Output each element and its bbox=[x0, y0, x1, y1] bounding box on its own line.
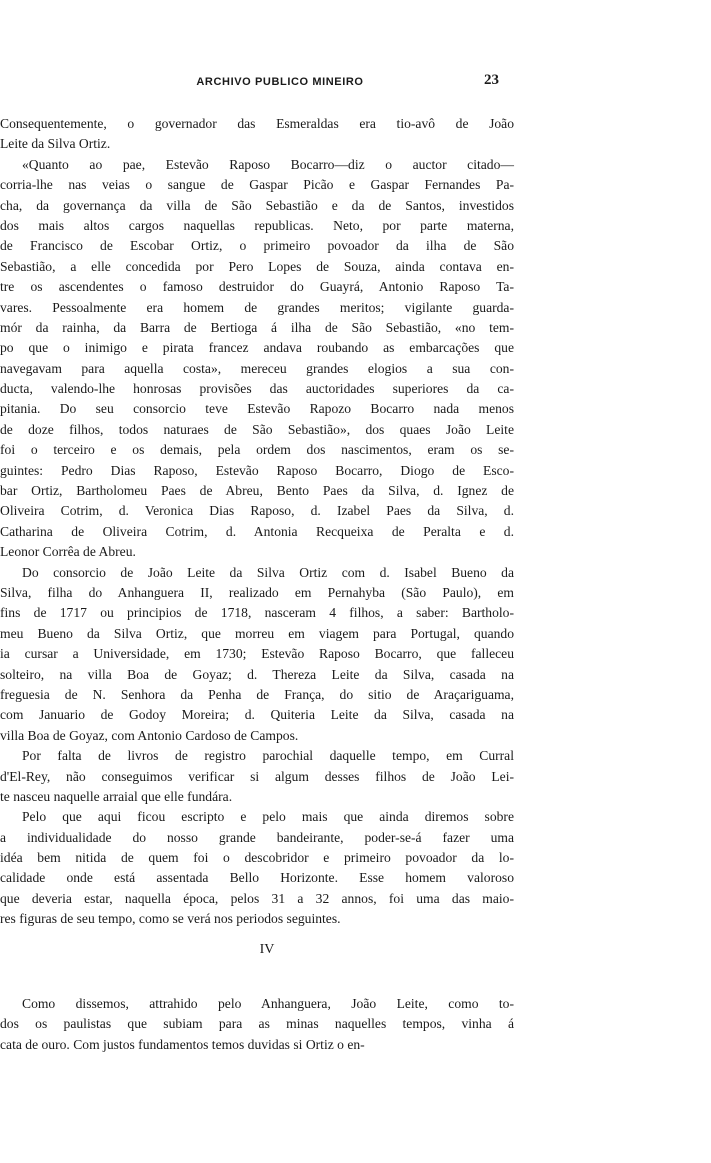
text-line: freguesia de N. Senhora da Penha de França, do sitio de Araçariguama, bbox=[0, 686, 514, 702]
body-paragraph bbox=[0, 155, 514, 563]
text-line: villa Boa de Goyaz, com Antonio Cardoso de Campos. bbox=[0, 727, 299, 743]
text-line: calidade onde está assentada Bello Horizonte. Esse homem valoroso bbox=[0, 870, 514, 886]
text-line: bar Ortiz, Bartholomeu Paes de Abreu, Bento Paes da Silva, d. Ignez de bbox=[0, 483, 514, 499]
text-line: tre os ascendentes o famoso destruidor do Guayrá, Antonio Raposo Ta- bbox=[0, 279, 514, 295]
body-paragraph bbox=[0, 563, 514, 747]
text-line: navegavam para aquella costa», mereceu grandes elogios a sua con- bbox=[0, 360, 514, 376]
text-line: d'El-Rey, não conseguimos verificar si algum desses filhos de João Lei- bbox=[0, 768, 514, 784]
text-line: Catharina de Oliveira Cotrim, d. Antonia Recqueixa de Peralta e d. bbox=[0, 523, 514, 539]
text-line: de doze filhos, todos naturaes de São Sebastião», dos quaes João Leite bbox=[0, 421, 514, 437]
text-line: fins de 1717 ou principios de 1718, nasceram 4 filhos, a saber: Bartholo- bbox=[0, 605, 514, 621]
text-line: Oliveira Cotrim, d. Veronica Dias Raposo, d. Izabel Paes da Silva, d. bbox=[0, 503, 514, 519]
body-paragraph bbox=[0, 114, 514, 155]
text-line: dos os paulistas que subiam para as minas naquelles tempos, vinha á bbox=[0, 1016, 514, 1032]
body-text bbox=[0, 114, 514, 1055]
text-line: idéa bem nitida de quem foi o descobridor e primeiro povoador da lo- bbox=[0, 850, 514, 866]
text-line: Consequentemente, o governador das Esmeraldas era tio-avô de João bbox=[0, 116, 514, 131]
text-line: cata de ouro. Com justos fundamentos temos duvidas si Ortiz o en- bbox=[0, 1036, 365, 1052]
text-line: corria-lhe nas veias o sangue de Gaspar Picão e Gaspar Fernandes Pa- bbox=[0, 177, 514, 193]
text-line: pitania. Do seu consorcio teve Estevão Rapozo Bocarro nada menos bbox=[0, 401, 514, 417]
text-line: Leite da Silva Ortiz. bbox=[0, 136, 111, 152]
section-iv-paragraph bbox=[0, 994, 514, 1055]
text-line: solteiro, na villa Boa de Goyaz; d. Thereza Leite da Silva, casada na bbox=[0, 666, 514, 682]
text-line: com Januario de Godoy Moreira; d. Quiteria Leite da Silva, casada na bbox=[0, 707, 514, 723]
text-line: mór da rainha, da Barra de Bertioga á ilha de São Sebastião, «no tem- bbox=[0, 319, 514, 335]
page-number: 23 bbox=[484, 72, 499, 88]
text-line: de Francisco de Escobar Ortiz, o primeiro povoador da ilha de São bbox=[0, 238, 514, 254]
section-number: IV bbox=[259, 941, 275, 957]
running-header-title: ARCHIVO PUBLICO MINEIRO bbox=[196, 76, 364, 88]
text-line: cha, da governança da villa de São Sebastião e da de Santos, investidos bbox=[0, 197, 514, 213]
text-line: ducta, valendo-lhe honrosas provisões das auctoridades superiores da ca- bbox=[0, 381, 514, 397]
text-line: vares. Pessoalmente era homem de grandes meritos; vigilante guarda- bbox=[0, 299, 514, 315]
text-line: Como dissemos, attrahido pelo Anhanguera, João Leite, como to- bbox=[22, 996, 514, 1012]
text-line: Sebastião, a elle concedida por Pero Lopes de Souza, ainda contava en- bbox=[0, 258, 514, 274]
text-line: Leonor Corrêa de Abreu. bbox=[0, 544, 136, 560]
text-line: guintes: Pedro Dias Raposo, Estevão Raposo Bocarro, Diogo de Esco- bbox=[0, 462, 514, 478]
text-line: que deveria estar, naquella época, pelos 31 a 32 annos, foi uma das maio- bbox=[0, 890, 514, 906]
text-line: ia cursar a Universidade, em 1730; Estevão Raposo Bocarro, que falleceu bbox=[0, 646, 514, 662]
text-line: Pelo que aqui ficou escripto e pelo mais que ainda diremos sobre bbox=[22, 809, 514, 825]
text-line: Do consorcio de João Leite da Silva Ortiz com d. Isabel Bueno da bbox=[22, 564, 514, 580]
text-line: po que o inimigo e pirata francez andava roubando as embarcações que bbox=[0, 340, 514, 356]
text-line: a individualidade do nosso grande bandeirante, poder-se-á fazer uma bbox=[0, 829, 514, 845]
body-paragraph bbox=[0, 746, 514, 807]
text-line: Por falta de livros de registro parochial daquelle tempo, em Curral bbox=[22, 748, 514, 764]
text-line: res figuras de seu tempo, como se verá nos periodos seguintes. bbox=[0, 911, 341, 927]
text-line: foi o terceiro e os demais, pela ordem dos nascimentos, eram os se- bbox=[0, 442, 514, 458]
body-paragraph bbox=[0, 807, 514, 929]
text-line: te nasceu naquelle arraial que elle fundára. bbox=[0, 788, 233, 804]
text-line: «Quanto ao pae, Estevão Raposo Bocarro—diz o auctor citado— bbox=[22, 156, 514, 172]
text-line: dos mais altos cargos naquellas republicas. Neto, por parte materna, bbox=[0, 217, 514, 233]
text-line: Silva, filha do Anhanguera II, realizado em Pernahyba (São Paulo), em bbox=[0, 584, 514, 600]
text-line: meu Bueno da Silva Ortiz, que morreu em viagem para Portugal, quando bbox=[0, 625, 514, 641]
